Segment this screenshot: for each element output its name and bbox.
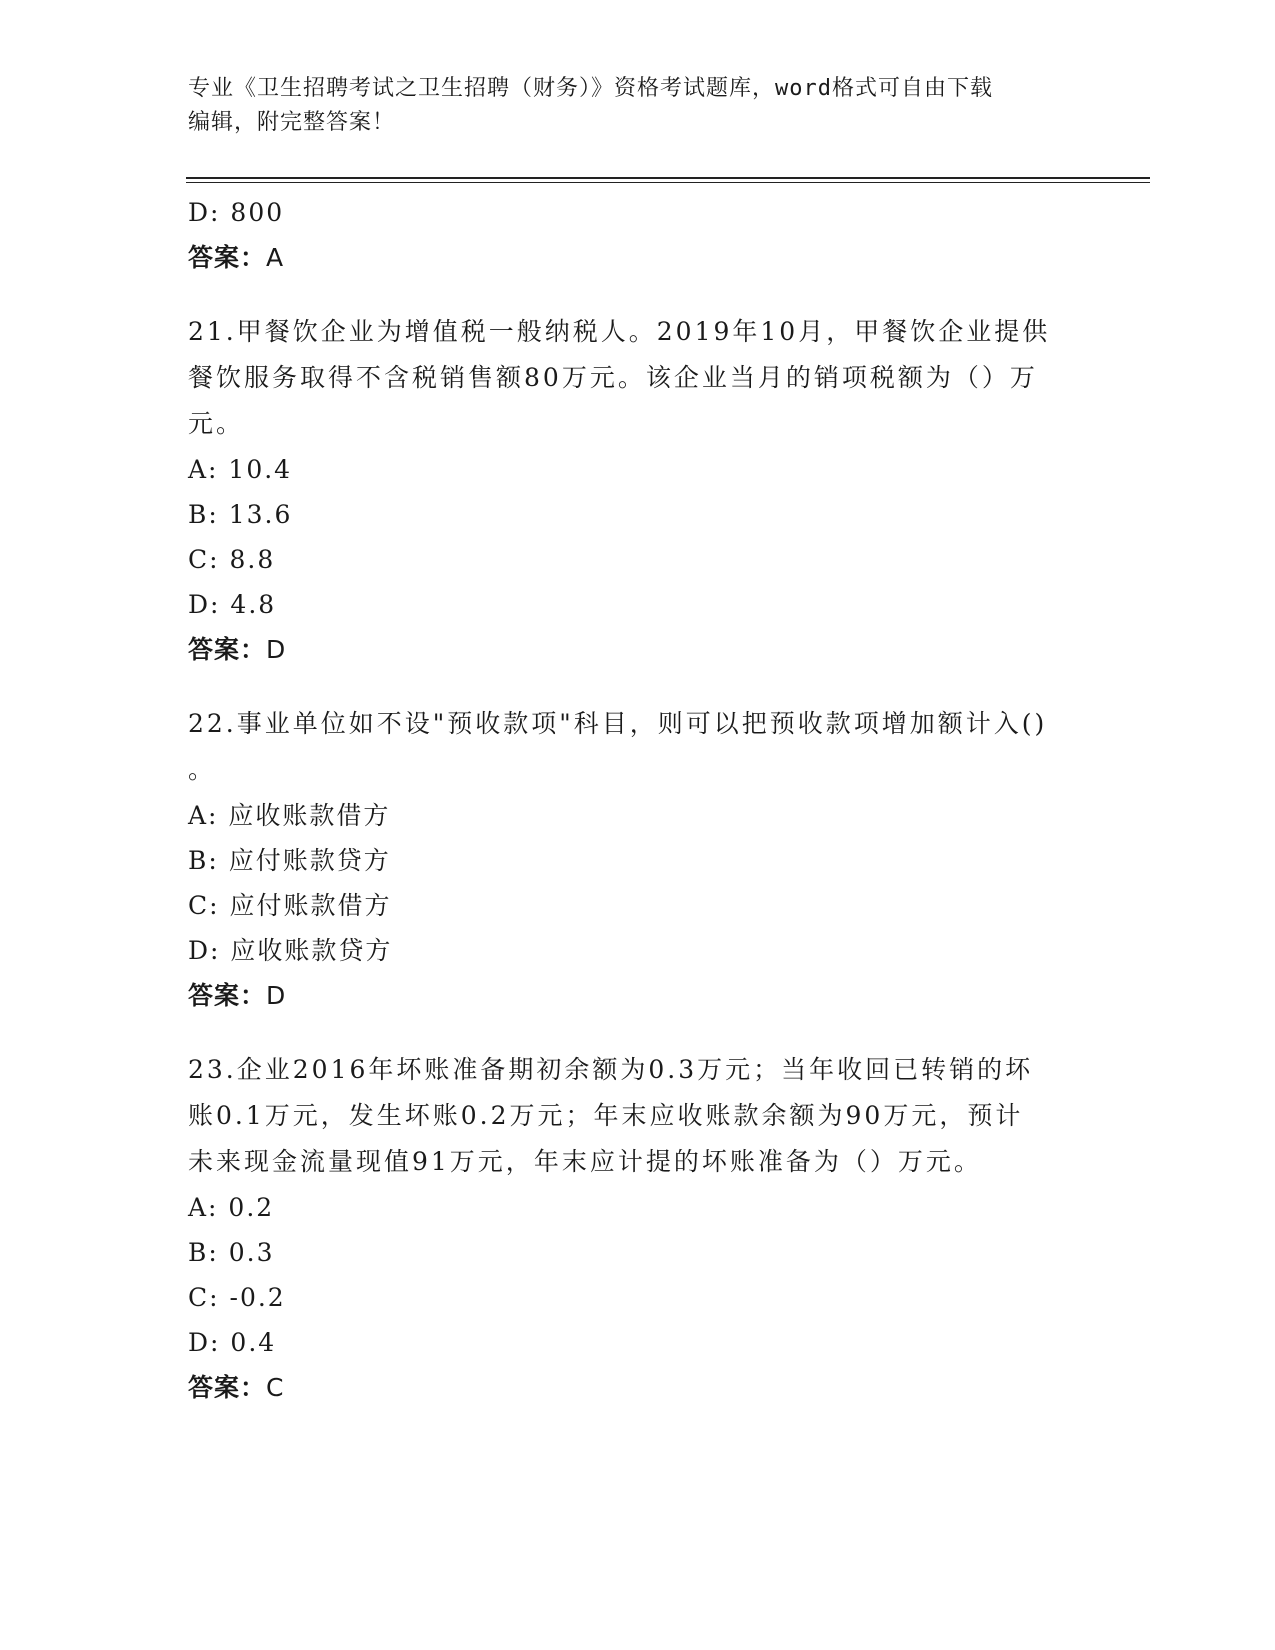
- answer-value: D: [266, 635, 287, 664]
- answer: [188, 1365, 1078, 1411]
- option-d: D: 0.4: [188, 1328, 277, 1357]
- document-header: [188, 72, 1088, 140]
- question-23: [188, 1047, 1078, 1411]
- option-c: C: -0.2: [188, 1283, 286, 1312]
- question-21: [188, 309, 1078, 673]
- answer: [188, 627, 1078, 673]
- document-body: [188, 190, 1078, 1411]
- answer-value: D: [266, 981, 287, 1010]
- option-a: A: 0.2: [188, 1193, 275, 1222]
- question-line: 22.事业单位如不设"预收款项"科目，则可以把预收款项增加额计入(): [188, 709, 1048, 738]
- answer-label: 答案：: [188, 635, 267, 664]
- question-line: 元。: [188, 409, 245, 438]
- question-text: [188, 701, 1078, 793]
- option-d: D: 4.8: [188, 590, 277, 619]
- question-line: 未来现金流量现值91万元，年末应计提的坏账准备为（）万元。: [188, 1147, 982, 1176]
- question-line: 。: [188, 755, 217, 784]
- question-line: 21.甲餐饮企业为增值税一般纳税人。2019年10月，甲餐饮企业提供: [188, 317, 1051, 346]
- option-b: B: 应付账款贷方: [188, 846, 391, 875]
- option-b: B: 13.6: [188, 500, 293, 529]
- prev-answer: [188, 235, 1078, 281]
- option-a: A: 10.4: [188, 455, 293, 484]
- option-c: C: 8.8: [188, 545, 276, 574]
- prev-option-d: D: 800: [188, 198, 285, 227]
- option-d: D: 应收账款贷方: [188, 936, 393, 965]
- answer-label: 答案：: [188, 981, 267, 1010]
- answer-label: 答案：: [188, 1373, 267, 1402]
- question-text: [188, 1047, 1078, 1185]
- answer: [188, 973, 1078, 1019]
- header-line-2: 编辑，附完整答案！: [188, 110, 396, 135]
- question-line: 23.企业2016年坏账准备期初余额为0.3万元；当年收回已转销的坏: [188, 1055, 1034, 1084]
- question-22: [188, 701, 1078, 1019]
- option-c: C: 应付账款借方: [188, 891, 392, 920]
- question-text: [188, 309, 1078, 447]
- answer-label: 答案：: [188, 243, 267, 272]
- answer-value: C: [266, 1373, 285, 1402]
- question-line: 餐饮服务取得不含税销售额80万元。该企业当月的销项税额为（）万: [188, 363, 1038, 392]
- answer-value: A: [266, 243, 285, 272]
- option-b: B: 0.3: [188, 1238, 275, 1267]
- header-divider-thin: [186, 182, 1150, 183]
- option-a: A: 应收账款借方: [188, 801, 391, 830]
- header-divider-thick: [186, 177, 1150, 179]
- question-line: 账0.1万元，发生坏账0.2万元；年末应收账款余额为90万元，预计: [188, 1101, 1024, 1130]
- header-line-1: 专业《卫生招聘考试之卫生招聘（财务）》资格考试题库，word格式可自由下载: [188, 76, 993, 101]
